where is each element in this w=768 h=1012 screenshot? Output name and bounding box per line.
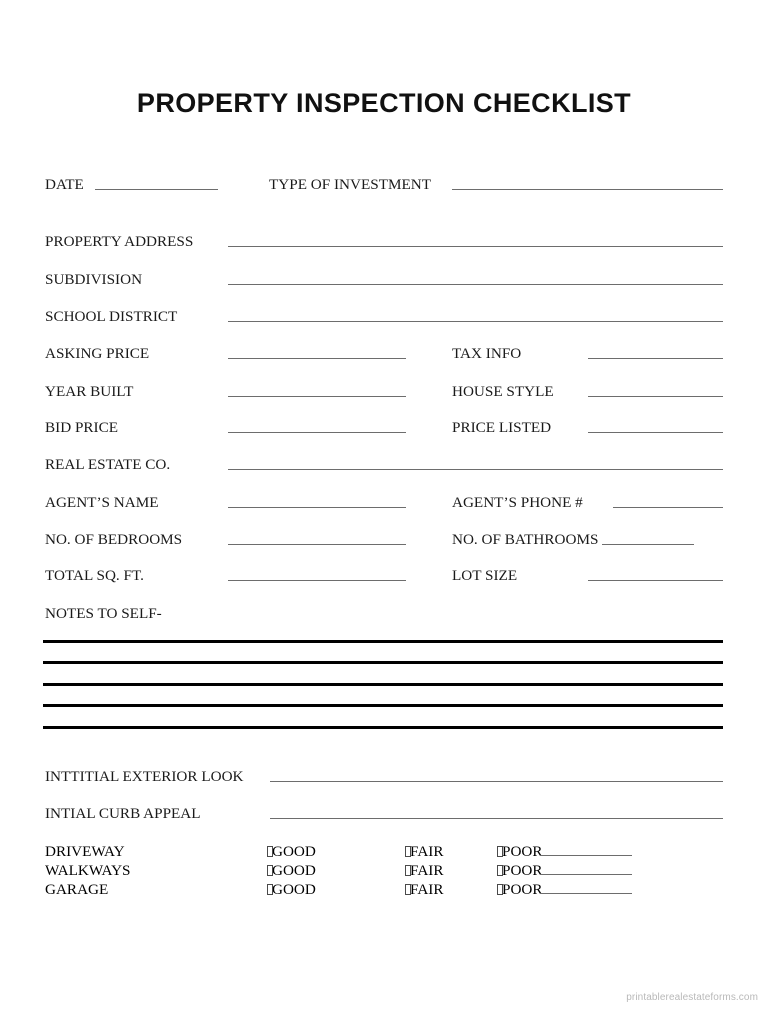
row-asking-price <box>0 344 768 364</box>
real-estate-co-label: REAL ESTATE CO. <box>45 456 171 473</box>
bid-price-input-rule[interactable] <box>228 418 406 433</box>
option-label: GOOD <box>272 843 316 860</box>
school-district-input-rule[interactable] <box>228 307 723 322</box>
row-date-type <box>0 175 768 195</box>
option-label: GOOD <box>272 862 316 879</box>
condition-option-good[interactable] <box>267 842 316 861</box>
property-address-input-rule[interactable] <box>228 232 723 247</box>
table-row <box>0 842 768 861</box>
row-initial-curb-appeal <box>0 804 768 824</box>
condition-option-good[interactable] <box>267 880 316 899</box>
lot-size-input-rule[interactable] <box>588 566 723 581</box>
row-school-district <box>0 307 768 327</box>
checkbox-icon[interactable] <box>267 865 273 876</box>
condition-option-poor[interactable] <box>497 861 543 880</box>
notes-line-5[interactable] <box>43 726 723 729</box>
notes-to-self-label: NOTES TO SELF- <box>45 605 162 622</box>
asking-price-input-rule[interactable] <box>228 344 406 359</box>
initial-curb-appeal-input-rule[interactable] <box>270 804 723 819</box>
checkbox-icon[interactable] <box>405 865 411 876</box>
date-input-rule[interactable] <box>95 175 218 190</box>
row-year-built <box>0 382 768 402</box>
condition-option-good[interactable] <box>267 861 316 880</box>
subdivision-input-rule[interactable] <box>228 270 723 285</box>
table-row <box>0 861 768 880</box>
condition-item-label: WALKWAYS <box>45 862 131 879</box>
no-of-bedrooms-label: NO. OF BEDROOMS <box>45 531 183 548</box>
asking-price-label: ASKING PRICE <box>45 345 150 362</box>
condition-item-label: DRIVEWAY <box>45 843 125 860</box>
option-label: GOOD <box>272 881 316 898</box>
tax-info-input-rule[interactable] <box>588 344 723 359</box>
tax-info-label: TAX INFO <box>452 345 522 362</box>
agents-name-input-rule[interactable] <box>228 493 406 508</box>
page-title: PROPERTY INSPECTION CHECKLIST <box>136 88 632 118</box>
option-label: POOR <box>502 843 543 860</box>
house-style-input-rule[interactable] <box>588 382 723 397</box>
condition-option-fair[interactable] <box>405 842 443 861</box>
notes-line-3[interactable] <box>43 683 723 686</box>
notes-line-2[interactable] <box>43 661 723 664</box>
type-of-investment-input-rule[interactable] <box>452 175 723 190</box>
real-estate-co-input-rule[interactable] <box>228 455 723 470</box>
option-label: POOR <box>502 862 543 879</box>
notes-line-4[interactable] <box>43 704 723 707</box>
row-bedrooms <box>0 530 768 550</box>
row-bid-price <box>0 418 768 438</box>
initial-exterior-look-input-rule[interactable] <box>270 767 723 782</box>
condition-option-poor[interactable] <box>497 842 543 861</box>
checkbox-icon[interactable] <box>497 884 503 895</box>
row-total-sq-ft <box>0 566 768 586</box>
school-district-label: SCHOOL DISTRICT <box>45 308 178 325</box>
total-sq-ft-label: TOTAL SQ. FT. <box>45 567 144 584</box>
row-subdivision <box>0 270 768 290</box>
subdivision-label: SUBDIVISION <box>45 271 143 288</box>
property-address-label: PROPERTY ADDRESS <box>45 233 194 250</box>
condition-option-poor[interactable] <box>497 880 543 899</box>
initial-exterior-look-label: INTTITIAL EXTERIOR LOOK <box>45 768 244 785</box>
row-initial-exterior-look <box>0 767 768 787</box>
agents-phone-label: AGENT’S PHONE # <box>452 494 583 511</box>
type-of-investment-label: TYPE OF INVESTMENT <box>269 176 431 193</box>
no-of-bathrooms-input-rule[interactable] <box>602 530 694 545</box>
table-row <box>0 880 768 899</box>
row-notes-to-self <box>0 604 768 624</box>
no-of-bathrooms-label: NO. OF BATHROOMS <box>452 531 599 548</box>
date-label: DATE <box>45 176 84 193</box>
notes-line-1[interactable] <box>43 640 723 643</box>
condition-item-label: GARAGE <box>45 881 109 898</box>
condition-option-fair[interactable] <box>405 880 443 899</box>
agents-phone-input-rule[interactable] <box>613 493 723 508</box>
checkbox-icon[interactable] <box>405 846 411 857</box>
option-label: POOR <box>502 881 543 898</box>
total-sq-ft-input-rule[interactable] <box>228 566 406 581</box>
option-label: FAIR <box>410 843 444 860</box>
option-label: FAIR <box>410 881 444 898</box>
condition-option-fair[interactable] <box>405 861 443 880</box>
condition-note-rule[interactable] <box>540 861 632 875</box>
price-listed-label: PRICE LISTED <box>452 419 552 436</box>
house-style-label: HOUSE STYLE <box>452 383 554 400</box>
row-property-address <box>0 232 768 252</box>
checkbox-icon[interactable] <box>497 846 503 857</box>
option-label: FAIR <box>410 862 444 879</box>
bid-price-label: BID PRICE <box>45 419 118 436</box>
initial-curb-appeal-label: INTIAL CURB APPEAL <box>45 805 201 822</box>
condition-note-rule[interactable] <box>540 880 632 894</box>
row-agents-name <box>0 493 768 513</box>
agents-name-label: AGENT’S NAME <box>45 494 159 511</box>
year-built-input-rule[interactable] <box>228 382 406 397</box>
checkbox-icon[interactable] <box>267 846 273 857</box>
row-real-estate-co <box>0 455 768 475</box>
year-built-label: YEAR BUILT <box>45 383 134 400</box>
no-of-bedrooms-input-rule[interactable] <box>228 530 406 545</box>
price-listed-input-rule[interactable] <box>588 418 723 433</box>
checkbox-icon[interactable] <box>405 884 411 895</box>
checkbox-icon[interactable] <box>267 884 273 895</box>
lot-size-label: LOT SIZE <box>452 567 518 584</box>
watermark-text: printablerealestateforms.com <box>626 992 758 1003</box>
checkbox-icon[interactable] <box>497 865 503 876</box>
condition-note-rule[interactable] <box>540 842 632 856</box>
